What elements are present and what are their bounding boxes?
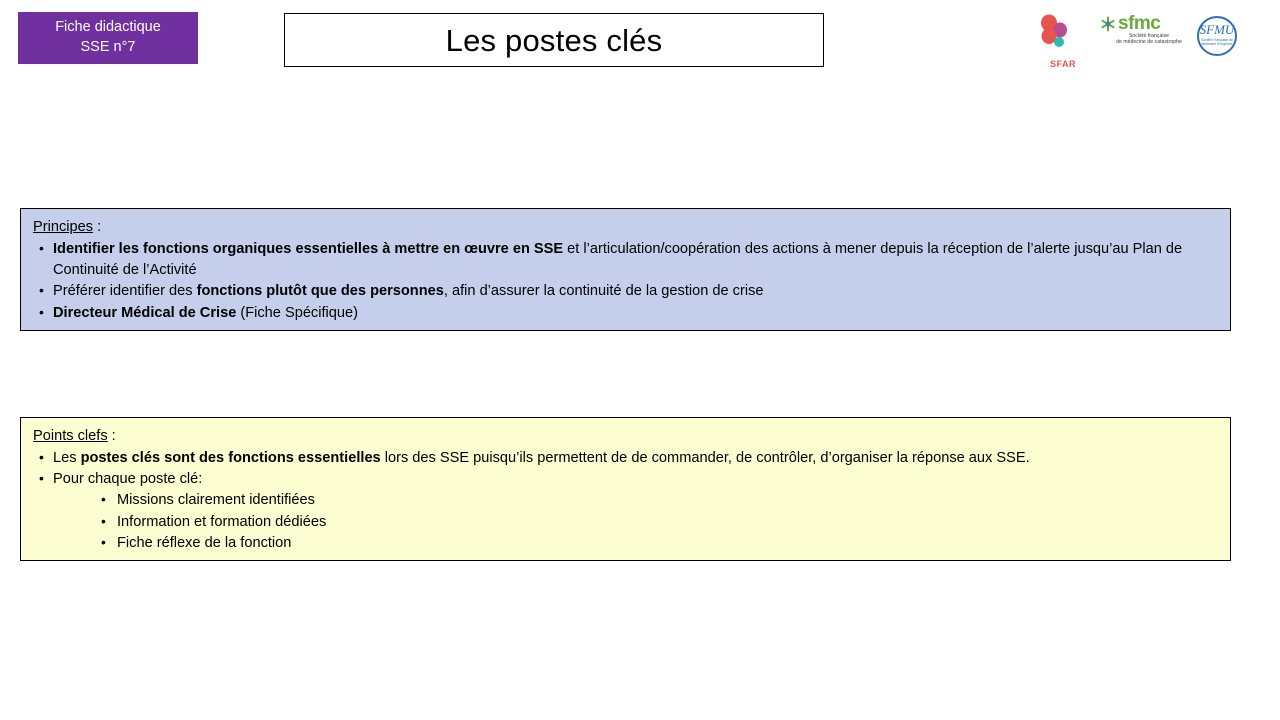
page-title: Les postes clés	[445, 22, 663, 58]
list-item	[99, 490, 1220, 511]
points-clefs-heading-label: Points clefs	[33, 428, 108, 444]
svg-text:SFMU: SFMU	[1199, 22, 1235, 37]
list-item	[99, 512, 1220, 533]
sfmc-star-icon	[1100, 16, 1116, 32]
fiche-didactique-badge	[18, 12, 198, 64]
principes-item-1-text: Préférer identifier des fonctions plutôt que des personnes, afin d’assurer la continuité de la gestion de crise	[53, 283, 764, 300]
principes-heading	[33, 217, 1220, 238]
page-title-box	[284, 13, 824, 67]
sfar-mark-icon	[1032, 14, 1094, 54]
svg-text:Société Française de: Société Française de	[1201, 38, 1233, 42]
list-item	[31, 303, 1220, 324]
points-clefs-block	[20, 417, 1231, 561]
badge-line-1: Fiche didactique	[55, 19, 161, 36]
principes-heading-suffix: :	[93, 219, 102, 235]
points-clefs-sublist	[53, 490, 1220, 553]
principes-list	[31, 239, 1220, 324]
points-clefs-heading	[33, 426, 1220, 447]
principes-item-2-text: Directeur Médical de Crise (Fiche Spécifique)	[53, 304, 358, 321]
svg-text:Médecine d'Urgence: Médecine d'Urgence	[1201, 42, 1233, 46]
principes-block	[20, 208, 1231, 331]
points-clefs-list	[31, 448, 1220, 554]
sfar-logo	[1032, 14, 1094, 69]
principes-heading-label: Principes	[33, 219, 94, 235]
list-item	[31, 448, 1220, 469]
principes-item-0-text: Identifier les fonctions organiques essentielles à mettre en œuvre en SSE et l’articulation/coopération des actions à mener depuis la réception de l’alerte jusqu’au Plan de Continuité de l’Activité	[53, 241, 1183, 279]
list-item	[99, 533, 1220, 554]
badge-line-2: SSE n°7	[80, 39, 136, 55]
list-item	[31, 469, 1220, 554]
points-subitem-0: Missions clairement identifiées	[117, 492, 315, 509]
list-item	[31, 239, 1220, 281]
sfar-wordmark: SFAR	[1049, 59, 1076, 69]
list-item	[31, 281, 1220, 302]
sfmu-circle-icon	[1190, 14, 1244, 62]
sfmc-wordmark: sfmc	[1118, 13, 1161, 34]
logo-group	[1032, 13, 1242, 69]
sfmc-logo	[1100, 14, 1198, 66]
points-item-0-text: Les postes clés sont des fonctions essentielles lors des SSE puisqu’ils permettent de de commander, de contrôler, d’organiser la réponse aux SSE.	[53, 450, 1030, 467]
points-subitem-2: Fiche réflexe de la fonction	[117, 534, 292, 551]
sfmu-logo	[1190, 14, 1244, 66]
points-subitem-1: Information et formation dédiées	[117, 513, 327, 530]
sfmc-caption: Société française de médecine de catastrophe	[1116, 33, 1182, 45]
points-clefs-heading-suffix: :	[107, 428, 116, 444]
points-item-1-text: Pour chaque poste clé:	[53, 471, 203, 488]
